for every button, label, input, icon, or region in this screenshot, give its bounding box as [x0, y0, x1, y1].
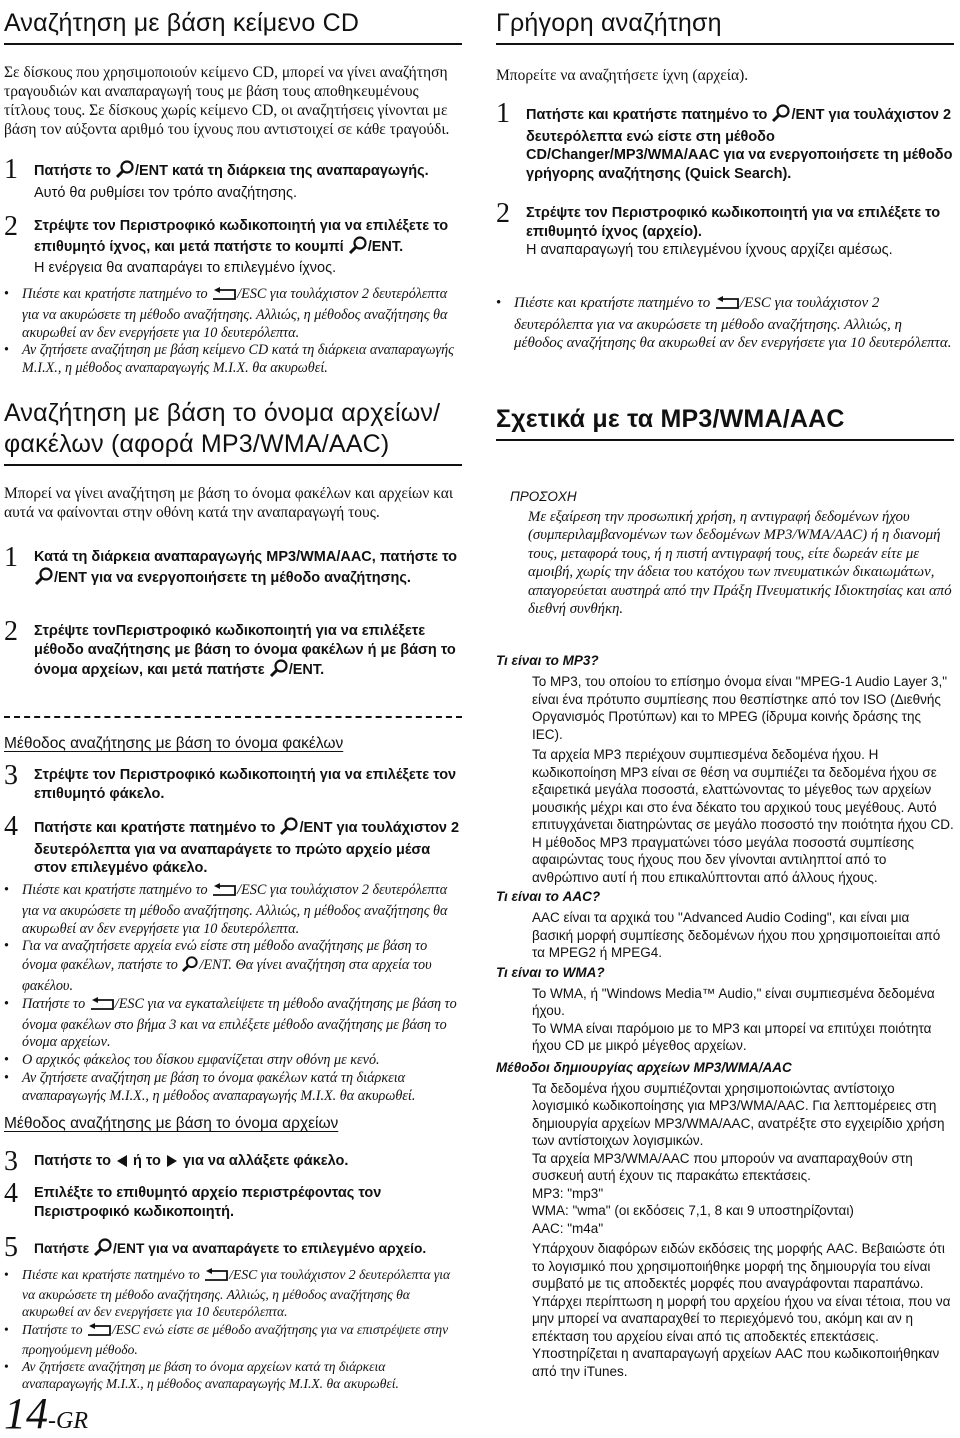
- step-text: Κατά τη διάρκεια αναπαραγωγής MP3/WMA/AAC, πατήστε το: [34, 549, 457, 565]
- question-wma: Τι είναι το WMA?: [496, 964, 605, 980]
- quick-intro: Μπορείτε να αναζητήσετε ίχνη (αρχεία).: [496, 67, 749, 84]
- heading-line: Αναζήτηση με βάση το όνομα αρχείων/: [4, 399, 441, 427]
- step-text: ή το: [128, 1153, 165, 1169]
- filename-step-1: [4, 542, 464, 590]
- step-text: Επιλέξτε το επιθυμητό αρχείο περιστρέφοντας τον Περιστροφικό κωδικοποιητή.: [34, 1185, 382, 1220]
- note-item: [4, 1321, 462, 1358]
- cd-step-2: [4, 211, 464, 278]
- answer-aac: AAC είναι τα αρχικά του "Advanced Audio Coding", και είναι μια βασική μορφή συμπίεσης δεδομένων ήχου που χρησιμοποιείται από τα MPEG2 ή MPEG4.: [532, 910, 941, 960]
- file-step-5: [4, 1232, 474, 1263]
- search-icon: [279, 817, 299, 841]
- note-item: [4, 996, 462, 1052]
- note-item: [4, 1358, 462, 1392]
- return-icon: [86, 1323, 112, 1341]
- qa-section: [496, 652, 954, 1380]
- filename-step-2: [4, 616, 464, 683]
- caution-text: Με εξαίρεση την προσωπική χρήση, η αντιγραφή δεδομένων ήχου (συμπεριλαμβανομένων των δεδομένων MP3/WMA/AAC) ή η διανομή τους, μεταφορά τους, ή η πιστή αντιγραφή τους, είτε δωρεάν είτε με αμοιβή, χωρίς την άδεια του κατόχου των πνευματικών δικαιωμάτων, απαγορεύεται αυστηρά από την Πράξη Πνευματικής Ιδιοκτησίας και από διεθνή συνθήκη.: [528, 509, 952, 618]
- note-text: /ESC για να εγκαταλείψετε τη μέθοδο αναζήτησης με βάση το όνομα φακέλων στο βήμα 3 και να επιλέξετε μέθοδο αναζήτησης με βάση το όνομα αρχείων.: [22, 995, 457, 1051]
- folder-notes: [4, 882, 462, 1106]
- search-icon: [115, 160, 135, 184]
- note-text: Για να αναζητήσετε αρχεία ενώ είστε στη μέθοδο αναζήτησης με βάση το όνομα φακέλων, πατήστε το: [22, 938, 428, 974]
- file-step-4: [4, 1178, 464, 1221]
- folder-step-3: [4, 760, 464, 803]
- step-text: Πατήστε και κρατήστε πατημένο το: [34, 820, 280, 836]
- note-text: /ENT. Θα γίνει αναζήτηση στα αρχεία του φακέλου.: [22, 957, 432, 994]
- answer-wma-1: Το WMA, ή "Windows Media™ Audio," είναι συμπιεσμένα δεδομένα ήχου.: [532, 985, 935, 1018]
- search-icon: [771, 104, 791, 128]
- step-text: /ENT.: [367, 238, 404, 255]
- step-number: 1: [4, 542, 18, 573]
- step-number: 4: [4, 1178, 18, 1209]
- step-text: /ENT για τουλάχιστον 2 δευτερόλεπτα για να αναπαράγετε το πρώτο αρχείο μέσα στον επιλεγμένο φάκελο.: [34, 820, 460, 876]
- step-note: Αυτό θα ρυθμίσει τον τρόπο αναζήτησης.: [34, 184, 298, 201]
- note-text: /ESC για τουλάχιστον 2 δευτερόλεπτα για να ακυρώσετε τη μέθοδο αναζήτησης. Αλλιώς, η μέθοδος αναζήτησης θα ακυρωθεί αν δεν ενεργήσετε για 10 δευτερόλεπτα.: [22, 286, 448, 341]
- step-number: 5: [4, 1232, 18, 1263]
- search-icon: [181, 956, 199, 978]
- dashed-divider: [4, 716, 462, 718]
- page-number: [4, 1389, 88, 1438]
- step-number: 4: [4, 811, 18, 842]
- search-icon: [348, 236, 368, 260]
- quick-step-1: [496, 98, 960, 183]
- return-icon: [211, 883, 237, 903]
- note-text: Πιέστε και κρατήστε πατημένο το: [22, 882, 212, 898]
- step-text: /ENT για τουλάχιστον 2 δευτερόλεπτα ενώ είστε στη μέθοδο CD/Changer/MP3/WMA/AAC για να ενεργοποιήσετε τη μέθοδο γρήγορης αναζήτησης (Quick Search).: [526, 107, 953, 182]
- search-icon: [93, 1238, 113, 1262]
- note-text: /ESC για τουλάχιστον 2 δευτερόλεπτα για να ακυρώσετε τη μέθοδο αναζήτησης. Αλλιώς, η μέθοδος αναζήτησης θα ακυρωθεί αν δεν ενεργήσετε για 10 δευτερόλεπτα.: [22, 882, 448, 937]
- step-number: 3: [4, 760, 18, 791]
- note-item: [4, 1052, 462, 1070]
- note-text: Πιέστε και κρατήστε πατημένο το: [22, 286, 212, 302]
- step-text: /ENT για να ενεργοποιήσετε τη μέθοδο αναζήτησης.: [54, 569, 411, 586]
- step-text: Στρέψτε τον Περιστροφικό κωδικοποιητή για να επιλέξετε το επιθυμητό ίχνος, και μετά πατήστε το κουμπί: [34, 218, 449, 255]
- caution-title: ΠΡΟΣΟΧΗ: [510, 489, 577, 504]
- step-text: /ENT κατά τη διάρκεια της αναπαραγωγής.: [134, 163, 429, 179]
- step-text: Πατήστε το: [34, 1153, 115, 1169]
- note-item: [4, 882, 462, 938]
- note-item: [4, 286, 462, 342]
- right-arrow-icon: [165, 1154, 179, 1174]
- step-number: 3: [4, 1146, 18, 1177]
- quick-notes: [496, 294, 954, 353]
- step-text: Στρέψτε τον Περιστροφικό κωδικοποιητή για να επιλέξετε το επιθυμητό ίχνος (αρχείο).: [526, 205, 941, 240]
- note-text: Πατήστε το: [22, 995, 89, 1012]
- cd-notes: [4, 286, 462, 378]
- cd-text-heading: Αναζήτηση με βάση κείμενο CD: [4, 8, 462, 45]
- step-text: Πατήστε: [34, 1241, 94, 1256]
- note-text: Αν ζητήσετε αναζήτηση με βάση το όνομα αρχείων κατά τη διάρκεια αναπαραγωγής M.I.X., η μέθοδος αναπαραγωγής M.I.X. θα ακυρωθεί.: [22, 1359, 399, 1392]
- filename-heading: [4, 398, 462, 466]
- answer-methods-2: Τα αρχεία MP3/WMA/AAC που μπορούν να αναπαραχθούν στη συσκευή αυτή έχουν τις παρακάτω επεκτάσεις.: [532, 1150, 913, 1183]
- search-icon: [269, 659, 289, 683]
- step-number: 2: [496, 198, 510, 229]
- quick-step-2: [496, 198, 960, 260]
- note-text: /ESC για τουλάχιστον 2 δευτερόλεπτα για να ακυρώσετε τη μέθοδο αναζήτησης. Αλλιώς, η μέθοδος αναζήτησης θα ακυρωθεί αν δεν ενεργήσετε για 10 δευτερόλεπτα.: [514, 295, 952, 352]
- question-methods: Μέθοδοι δημιουργίας αρχείων MP3/WMA/AAC: [496, 1059, 792, 1075]
- note-text: Ο αρχικός φάκελος του δίσκου εμφανίζεται στην οθόνη με κενό.: [22, 1052, 380, 1069]
- page-number-suffix: -GR: [48, 1408, 88, 1434]
- caution-box: [510, 488, 954, 618]
- answer-methods-3: Υπάρχουν διαφόρων ειδών εκδόσεις της μορφής AAC. Βεβαιώστε ότι το λογισμικό που χρησιμοποιήθηκε μορφή της δημιουργία του είναι συμβατό με τις αποδεκτές μορφές που αναγράφονται παραπάνω. Υπάρχει περίπτωση η μορφή του αρχείου ήχου να είναι τέτοια, που να μην μπορεί να αναπαραχθεί το περιεχόμενό του, ακόμη και αν η επέκταση του αρχείου είναι από τις αποδεκτές επεκτάσεις.: [532, 1241, 951, 1344]
- heading-line: φακέλων (αφορά MP3/WMA/AAC): [4, 430, 390, 458]
- note-text: Αν ζητήσετε αναζήτηση με βάση το όνομα φακέλων κατά τη διάρκεια αναπαραγωγής M.I.X., η μέθοδος αναπαραγωγής M.I.X. θα ακυρωθεί.: [22, 1069, 416, 1104]
- answer-mp3-1: Το MP3, του οποίου το επίσημο όνομα είναι "MPEG-1 Audio Layer 3," είναι ένα πρότυπο συμπίεσης που θεσπίστηκε από τον ISO (Διεθνής Οργανισμός Προτύπων) και το MPEG (ίδρυμα κοινής δράσης της IEC).: [532, 674, 948, 742]
- note-text: /ESC για τουλάχιστον 2 δευτερόλεπτα για να ακυρώσετε τη μέθοδο αναζήτησης. Αλλιώς, η μέθοδος αναζήτησης θα ακυρωθεί αν δεν ενεργήσετε για 10 δευτερόλεπτα.: [22, 1267, 451, 1320]
- about-heading: Σχετικά με τα MP3/WMA/AAC: [496, 404, 954, 441]
- folder-step-4: [4, 811, 464, 878]
- file-notes: [4, 1266, 462, 1392]
- file-step-3: [4, 1146, 464, 1177]
- note-text: Πατήστε το: [22, 1321, 86, 1337]
- quick-search-heading: Γρήγορη αναζήτηση: [496, 8, 954, 45]
- answer-methods-1: Τα δεδομένα ήχου συμπιέζονται χρησιμοποιώντας αντίστοιχο λογισμικό κωδικοποίησης για MP3/WMA/AAC. Για λεπτομέρειες στη δημιουργία αρχείων MP3/WMA/AAC, ανατρέξτε στο εγχειρίδιο χρήση των αντίστοιχων λογισμικών.: [532, 1080, 945, 1148]
- note-text: Πιέστε και κρατήστε πατημένο το: [514, 295, 715, 311]
- note-text: Πιέστε και κρατήστε πατημένο το: [22, 1267, 204, 1282]
- cd-step-1: [4, 154, 464, 202]
- note-item: [4, 938, 462, 995]
- note-item: [4, 1266, 462, 1321]
- step-note: Η ενέργεια θα αναπαράγει το επιλεγμένο ίχνος.: [34, 260, 337, 276]
- search-icon: [34, 567, 54, 591]
- extension-mp3: MP3: "mp3": [532, 1185, 604, 1201]
- step-text: /ENT για να αναπαράγετε το επιλεγμένο αρχείο.: [113, 1241, 427, 1256]
- note-item: [4, 342, 462, 378]
- extension-aac: AAC: "m4a": [532, 1220, 604, 1236]
- step-text: Πατήστε το: [34, 163, 115, 179]
- step-text: Πατήστε και κρατήστε πατημένο το: [526, 107, 772, 123]
- note-text: /ESC ενώ είστε σε μέθοδο αναζήτησης για να επιστρέψετε στην προηγούμενη μέθοδο.: [22, 1321, 449, 1357]
- question-mp3: Τι είναι το MP3?: [496, 653, 599, 668]
- cd-text-intro: Σε δίσκους που χρησιμοποιούν κείμενο CD, μπορεί να γίνει αναζήτηση τραγουδιών και αναπαραγωγή τους με βάση τους αποθηκευμένους τίτλους τους. Σε δίσκους χωρίς κείμενο CD, οι αναζητήσεις γίνονται με βάση τον αύξοντα αριθμό του ίχνους που αντιστοιχεί σε κάθε τραγούδι.: [4, 64, 450, 138]
- filename-intro: Μπορεί να γίνει αναζήτηση με βάση το όνομα φακέλων και αρχείων και αυτά να φαίνονται στην οθόνη κατά την αναπαραγωγή τους.: [4, 485, 454, 521]
- step-number: 2: [4, 211, 18, 242]
- note-item: [4, 1070, 462, 1106]
- return-icon: [211, 287, 237, 307]
- question-aac: Τι είναι το AAC?: [496, 889, 601, 904]
- extension-wma: WMA: "wma" (οι εκδόσεις 7,1, 8 και 9 υποστηρίζονται): [532, 1203, 854, 1218]
- return-icon: [714, 296, 740, 316]
- step-number: 1: [4, 154, 18, 185]
- step-note: Η αναπαραγωγή του επιλεγμένου ίχνους αρχίζει αμέσως.: [526, 242, 893, 258]
- answer-mp3-2: Τα αρχεία MP3 περιέχουν συμπιεσμένα δεδομένα ήχου. Η κωδικοποίηση MP3 είναι σε θέση να συμπιέζει τα δεδομένα ήχου σε εξαιρετικά μεγάλα ποσοστά, ελαττώνοντας το μέγεθος των αρχείων μουσικής μέχρι και στο ένα δέκατο του αρχικού τους μεγέθους. Αυτό επιτυγχάνεται διατηρώντας σε μεγάλο ποσοστό την ποιότητα ήχου CD. Η μέθοδος MP3 πραγματώνει τόσο μεγάλα ποσοστά συμπίεσης αφαιρώντας τους ήχους που δεν γίνονται αντιληπτοί από το ανθρώπινο αυτί ή που επικαλύπτονται από άλλους ήχους.: [532, 747, 954, 885]
- note-text: Αν ζητήσετε αναζήτηση με βάση κείμενο CD κατά τη διάρκεια αναπαραγωγής M.I.X., η μέθοδος αναπαραγωγής M.I.X. θα ακυρωθεί.: [22, 342, 454, 377]
- return-icon: [203, 1268, 229, 1286]
- page-number-digits: 14: [4, 1389, 48, 1438]
- step-number: 1: [496, 98, 510, 129]
- step-text: Στρέψτε τον Περιστροφικό κωδικοποιητή για να επιλέξετε τον επιθυμητό φάκελο.: [34, 767, 457, 802]
- left-arrow-icon: [115, 1154, 129, 1174]
- answer-methods-4: Υποστηρίζεται η αναπαραγωγή αρχείων AAC που κωδικοποιήθηκαν από την iTunes.: [532, 1346, 940, 1379]
- folder-mode-title: Μέθοδος αναζήτησης με βάση το όνομα φακέλων: [4, 735, 344, 752]
- answer-wma-2: Το WMA είναι παρόμοιο με το MP3 και μπορεί να επιτύχει ποιότητα ήχου CD με μικρό μέγεθος αρχείων.: [532, 1020, 932, 1053]
- file-mode-title: Μέθοδος αναζήτησης με βάση το όνομα αρχείων: [4, 1115, 339, 1132]
- note-item: [496, 294, 954, 353]
- step-text: για να αλλάξετε φάκελο.: [178, 1153, 349, 1169]
- step-text: Στρέψτε τονΠεριστροφικό κωδικοποιητή για να επιλέξετε μέθοδο αναζήτησης με βάση το όνομα φακέλων ή με βάση το όνομα αρχείων, και μετά πατήστε: [34, 623, 456, 678]
- return-icon: [89, 997, 115, 1017]
- step-text: /ENT.: [288, 662, 325, 678]
- step-number: 2: [4, 616, 18, 647]
